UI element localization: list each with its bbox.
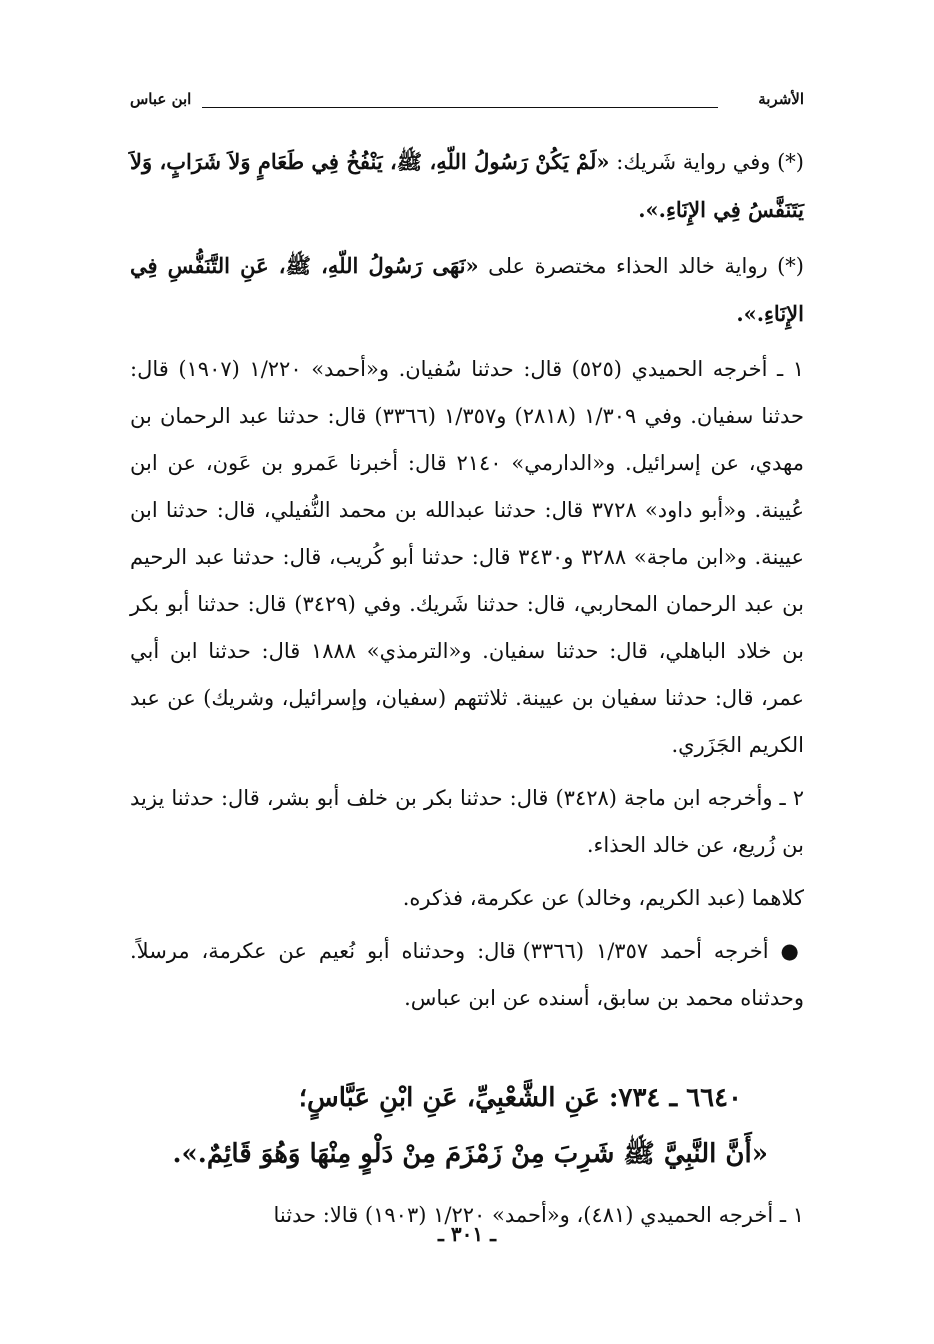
- khalid-note-intro: (*) رواية خالد الحذاء مختصرة على: [478, 254, 804, 278]
- mursal-paragraph: ● أخرجه أحمد ١/٣٥٧ (٣٣٦٦) قال: وحدثناه أبو نُعيم عن عكرمة، مرسلاً. وحدثناه محمد بن سابق، أسنده عن ابن عباس.: [130, 939, 804, 1010]
- khalid-variant-note: [130, 242, 804, 338]
- chapter-title: الأشربة: [758, 90, 804, 108]
- page-body: [130, 138, 804, 1245]
- running-header: [130, 90, 804, 114]
- takhrij-paragraph-1: ١ ـ أخرجه الحميدي (٥٢٥) قال: حدثنا سُفيان. و«أحمد» ١/٢٢٠ (١٩٠٧) قال: حدثنا سفيان. وفي ١/٣٠٩ (٢٨١٨) و١/٣٥٧ (٣٣٦٦) قال: حدثنا عبد الرحمان بن مهدي، عن إسرائيل. و«الدارمي» ٢١٤٠ قال: أخبرنا عَمرو بن عَون، عن ابن عُيينة. و«أبو داود» ٣٧٢٨ قال: حدثنا عبدالله بن محمد النُّفيلي، قال: حدثنا ابن عيينة. و«ابن ماجة» ٣٢٨٨ و٣٤٣٠ قال: حدثنا أبو كُريب، قال: حدثنا عبد الرحيم بن عبد الرحمان المحاربي، قال: حدثنا شَريك. وفي (٣٤٢٩) قال: حدثنا أبو بكر بن خلاد الباهلي، قال: حدثنا سفيان. و«الترمذي» ١٨٨٨ قال: حدثنا ابن أبي عمر، قال: حدثنا سفيان بن عيينة. ثلاثتهم (سفيان، وإسرائيل، وشريك) عن عبد الكريم الجَزَري.: [130, 357, 804, 757]
- sharik-variant-note: [130, 138, 804, 234]
- hadith-text: «أَنَّ النَّبِيَّ ﷺ شَرِبَ مِنْ زَمْزَمَ مِنْ دَلْوٍ مِنْهَا وَهُوَ قَائِمٌ.».: [172, 1139, 768, 1169]
- hadith-number-line: ٦٦٤٠ ـ ٧٣٤: عَنِ الشَّعْبِيِّ، عَنِ ابْنِ عَبَّاسٍ؛: [298, 1083, 742, 1113]
- page-number: ـ ٣٠١ ـ: [438, 1222, 496, 1246]
- sharik-note-quote: «لَمْ يَكُنْ رَسُولُ اللّهِ، ﷺ، يَنْفُخُ فِي طَعَامٍ وَلاَ شَرَابٍ، وَلاَ يَتَنَفَّسُ فِي الإِنَاءِ.».: [130, 149, 804, 222]
- takhrij-next-paragraph: ١ ـ أخرجه الحميدي (٤٨١)، و«أحمد» ١/٢٢٠ (١٩٠٣) قالا: حدثنا: [273, 1203, 804, 1227]
- hadith-block: [130, 1070, 804, 1182]
- sharik-note-intro: (*) وفي رواية شَريك:: [609, 150, 804, 174]
- narrator-name: ابن عباس: [130, 90, 192, 108]
- header-rule: [202, 107, 718, 108]
- both-narrators-paragraph: كلاهما (عبد الكريم، وخالد) عن عكرمة، فذكره.: [402, 886, 804, 910]
- khalid-note-quote: «نَهَى رَسُولُ اللّهِ، ﷺ، عَنِ التَّنَفُّسِ فِي الإِنَاءِ.».: [130, 253, 804, 326]
- takhrij-paragraph-2: ٢ ـ وأخرجه ابن ماجة (٣٤٢٨) قال: حدثنا بكر بن خلف أبو بشر، قال: حدثنا يزيد بن زُريع، عن خالد الحذاء.: [130, 786, 804, 857]
